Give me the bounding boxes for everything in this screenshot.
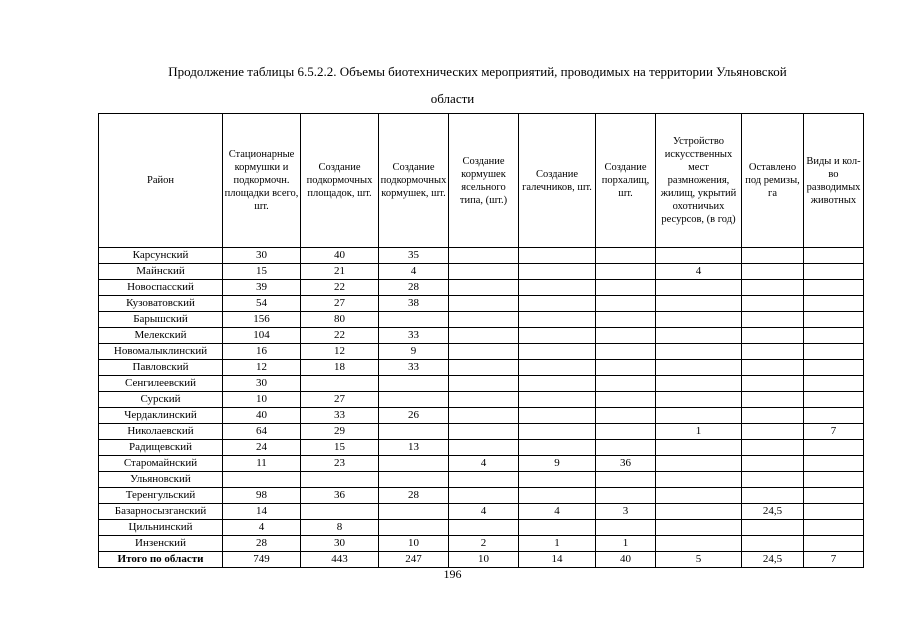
value-cell: 33: [379, 328, 449, 344]
value-cell: 28: [379, 280, 449, 296]
value-cell: 54: [223, 296, 301, 312]
value-cell: 80: [301, 312, 379, 328]
value-cell: [656, 312, 742, 328]
value-cell: [742, 456, 804, 472]
table-row: [99, 280, 864, 296]
value-cell: [379, 456, 449, 472]
value-cell: [519, 472, 596, 488]
value-cell: [449, 392, 519, 408]
value-cell: 4: [449, 456, 519, 472]
value-cell: 22: [301, 280, 379, 296]
value-cell: [656, 328, 742, 344]
total-value: 10: [449, 552, 519, 568]
value-cell: [596, 392, 656, 408]
value-cell: 24: [223, 440, 301, 456]
total-label: Итого по области: [99, 552, 223, 568]
total-value: 749: [223, 552, 301, 568]
value-cell: [596, 376, 656, 392]
value-cell: [596, 344, 656, 360]
value-cell: 1: [519, 536, 596, 552]
table-row: [99, 248, 864, 264]
district-cell: Новоспасский: [99, 280, 223, 296]
value-cell: [742, 248, 804, 264]
value-cell: [519, 264, 596, 280]
value-cell: [519, 520, 596, 536]
value-cell: 33: [301, 408, 379, 424]
table-row: [99, 408, 864, 424]
value-cell: [519, 248, 596, 264]
table-row: [99, 360, 864, 376]
value-cell: [519, 408, 596, 424]
value-cell: 7: [804, 424, 864, 440]
district-cell: Кузоватовский: [99, 296, 223, 312]
value-cell: 30: [223, 248, 301, 264]
table-row: [99, 392, 864, 408]
value-cell: [656, 504, 742, 520]
total-value: 40: [596, 552, 656, 568]
value-cell: [742, 344, 804, 360]
value-cell: 12: [301, 344, 379, 360]
value-cell: [519, 488, 596, 504]
value-cell: 4: [656, 264, 742, 280]
value-cell: [656, 360, 742, 376]
value-cell: [449, 424, 519, 440]
value-cell: [519, 440, 596, 456]
value-cell: [804, 296, 864, 312]
value-cell: 36: [301, 488, 379, 504]
value-cell: 4: [379, 264, 449, 280]
value-cell: [301, 504, 379, 520]
district-cell: Цильнинский: [99, 520, 223, 536]
value-cell: [656, 248, 742, 264]
value-cell: [742, 440, 804, 456]
value-cell: [742, 424, 804, 440]
col-header: Оставлено под ремизы, га: [742, 114, 804, 248]
value-cell: [656, 472, 742, 488]
table-row: [99, 440, 864, 456]
value-cell: 13: [379, 440, 449, 456]
value-cell: [656, 488, 742, 504]
value-cell: 9: [519, 456, 596, 472]
value-cell: 98: [223, 488, 301, 504]
value-cell: [804, 472, 864, 488]
value-cell: [804, 280, 864, 296]
district-cell: Инзенский: [99, 536, 223, 552]
value-cell: [301, 472, 379, 488]
value-cell: [656, 456, 742, 472]
value-cell: [519, 280, 596, 296]
value-cell: [449, 440, 519, 456]
district-cell: Карсунский: [99, 248, 223, 264]
value-cell: [596, 312, 656, 328]
value-cell: 40: [301, 248, 379, 264]
value-cell: 1: [656, 424, 742, 440]
value-cell: 15: [223, 264, 301, 280]
total-value: 14: [519, 552, 596, 568]
value-cell: [804, 328, 864, 344]
value-cell: 156: [223, 312, 301, 328]
value-cell: [519, 344, 596, 360]
value-cell: [804, 264, 864, 280]
value-cell: [379, 472, 449, 488]
value-cell: 2: [449, 536, 519, 552]
table-row: [99, 264, 864, 280]
value-cell: [449, 312, 519, 328]
table-caption: Продолжение таблицы 6.5.2.2. Объемы биотехнических мероприятий, проводимых на территории Ульяновской: [168, 64, 787, 79]
district-cell: Чердаклинский: [99, 408, 223, 424]
value-cell: [804, 376, 864, 392]
value-cell: [449, 328, 519, 344]
value-cell: [804, 536, 864, 552]
value-cell: 18: [301, 360, 379, 376]
value-cell: 33: [379, 360, 449, 376]
value-cell: 27: [301, 392, 379, 408]
total-value: 443: [301, 552, 379, 568]
value-cell: [656, 392, 742, 408]
value-cell: 36: [596, 456, 656, 472]
table-row: [99, 472, 864, 488]
value-cell: [379, 424, 449, 440]
district-cell: Сурский: [99, 392, 223, 408]
value-cell: [519, 376, 596, 392]
value-cell: 10: [223, 392, 301, 408]
total-value: 247: [379, 552, 449, 568]
value-cell: [742, 296, 804, 312]
col-header: Стационарные кормушки и подкормочн. площадки всего, шт.: [223, 114, 301, 248]
value-cell: [379, 392, 449, 408]
value-cell: [449, 360, 519, 376]
value-cell: [656, 520, 742, 536]
value-cell: [804, 440, 864, 456]
value-cell: [379, 520, 449, 536]
table-row: [99, 488, 864, 504]
total-value: 24,5: [742, 552, 804, 568]
value-cell: [804, 456, 864, 472]
value-cell: [742, 392, 804, 408]
value-cell: 16: [223, 344, 301, 360]
value-cell: [656, 408, 742, 424]
col-header: Создание подкормочных кормушек, шт.: [379, 114, 449, 248]
col-header: Устройство искусственных мест размножения, жилищ, укрытий охотничьих ресурсов, (в год): [656, 114, 742, 248]
value-cell: 14: [223, 504, 301, 520]
value-cell: [596, 296, 656, 312]
value-cell: [804, 488, 864, 504]
value-cell: 27: [301, 296, 379, 312]
value-cell: [596, 280, 656, 296]
value-cell: [804, 408, 864, 424]
value-cell: 35: [379, 248, 449, 264]
value-cell: 28: [379, 488, 449, 504]
table-caption-continued: области: [430, 91, 475, 106]
value-cell: [596, 248, 656, 264]
value-cell: 4: [519, 504, 596, 520]
value-cell: 28: [223, 536, 301, 552]
value-cell: [449, 488, 519, 504]
value-cell: [804, 504, 864, 520]
value-cell: 29: [301, 424, 379, 440]
value-cell: [301, 376, 379, 392]
value-cell: [804, 248, 864, 264]
value-cell: [519, 360, 596, 376]
value-cell: 39: [223, 280, 301, 296]
value-cell: [379, 312, 449, 328]
district-cell: Новомалыклинский: [99, 344, 223, 360]
table-row: [99, 376, 864, 392]
value-cell: [742, 536, 804, 552]
value-cell: 23: [301, 456, 379, 472]
col-header: Виды и кол-во разводимых животных: [804, 114, 864, 248]
value-cell: 26: [379, 408, 449, 424]
district-cell: Павловский: [99, 360, 223, 376]
value-cell: [742, 472, 804, 488]
value-cell: [804, 360, 864, 376]
table-row: [99, 296, 864, 312]
total-value: 5: [656, 552, 742, 568]
value-cell: 24,5: [742, 504, 804, 520]
page-number: 196: [443, 567, 462, 581]
col-header: Создание кормушек ясельного типа, (шт.): [449, 114, 519, 248]
value-cell: [519, 296, 596, 312]
value-cell: 104: [223, 328, 301, 344]
value-cell: 15: [301, 440, 379, 456]
value-cell: 38: [379, 296, 449, 312]
value-cell: 40: [223, 408, 301, 424]
value-cell: [449, 264, 519, 280]
value-cell: [379, 504, 449, 520]
value-cell: 21: [301, 264, 379, 280]
table-row: [99, 504, 864, 520]
value-cell: [449, 248, 519, 264]
value-cell: 9: [379, 344, 449, 360]
value-cell: [656, 344, 742, 360]
value-cell: [519, 328, 596, 344]
table-row: [99, 536, 864, 552]
district-cell: Старомайнский: [99, 456, 223, 472]
table-row: [99, 344, 864, 360]
value-cell: 1: [596, 536, 656, 552]
value-cell: 8: [301, 520, 379, 536]
district-cell: Ульяновский: [99, 472, 223, 488]
value-cell: [596, 360, 656, 376]
table-row: [99, 312, 864, 328]
district-cell: Сенгилеевский: [99, 376, 223, 392]
total-value: 7: [804, 552, 864, 568]
value-cell: [596, 488, 656, 504]
value-cell: [519, 392, 596, 408]
value-cell: [596, 328, 656, 344]
value-cell: [804, 312, 864, 328]
col-header: Создание порхалищ, шт.: [596, 114, 656, 248]
value-cell: [449, 376, 519, 392]
total-row: [99, 552, 864, 568]
value-cell: [742, 360, 804, 376]
value-cell: [656, 376, 742, 392]
value-cell: [519, 312, 596, 328]
value-cell: [656, 536, 742, 552]
value-cell: 12: [223, 360, 301, 376]
district-cell: Радищевский: [99, 440, 223, 456]
value-cell: [449, 344, 519, 360]
value-cell: [742, 488, 804, 504]
value-cell: 64: [223, 424, 301, 440]
value-cell: [742, 264, 804, 280]
biotech-measures-table: [98, 113, 864, 568]
value-cell: [379, 376, 449, 392]
value-cell: 30: [223, 376, 301, 392]
value-cell: [742, 520, 804, 536]
table-row: [99, 520, 864, 536]
district-cell: Мелекский: [99, 328, 223, 344]
value-cell: [656, 440, 742, 456]
district-cell: Майнский: [99, 264, 223, 280]
value-cell: [804, 520, 864, 536]
district-cell: Теренгульский: [99, 488, 223, 504]
district-cell: Николаевский: [99, 424, 223, 440]
district-cell: Базарносызганский: [99, 504, 223, 520]
value-cell: [596, 408, 656, 424]
value-cell: [596, 520, 656, 536]
value-cell: [742, 312, 804, 328]
value-cell: [656, 280, 742, 296]
value-cell: [596, 472, 656, 488]
table-row: [99, 424, 864, 440]
col-header: Создание подкормочных площадок, шт.: [301, 114, 379, 248]
value-cell: [449, 296, 519, 312]
table-row: [99, 456, 864, 472]
value-cell: 11: [223, 456, 301, 472]
col-header: Район: [99, 114, 223, 248]
value-cell: 4: [223, 520, 301, 536]
value-cell: [742, 376, 804, 392]
value-cell: [449, 280, 519, 296]
value-cell: 30: [301, 536, 379, 552]
value-cell: [742, 328, 804, 344]
header-row: [99, 114, 864, 248]
value-cell: [742, 280, 804, 296]
value-cell: [804, 392, 864, 408]
value-cell: [223, 472, 301, 488]
value-cell: 3: [596, 504, 656, 520]
value-cell: [742, 408, 804, 424]
value-cell: [656, 296, 742, 312]
value-cell: [449, 472, 519, 488]
col-header: Создание галечников, шт.: [519, 114, 596, 248]
value-cell: [596, 264, 656, 280]
value-cell: 4: [449, 504, 519, 520]
value-cell: 10: [379, 536, 449, 552]
value-cell: [449, 408, 519, 424]
value-cell: [596, 424, 656, 440]
value-cell: [519, 424, 596, 440]
value-cell: [449, 520, 519, 536]
table-row: [99, 328, 864, 344]
value-cell: [596, 440, 656, 456]
district-cell: Барышский: [99, 312, 223, 328]
value-cell: 22: [301, 328, 379, 344]
value-cell: [804, 344, 864, 360]
